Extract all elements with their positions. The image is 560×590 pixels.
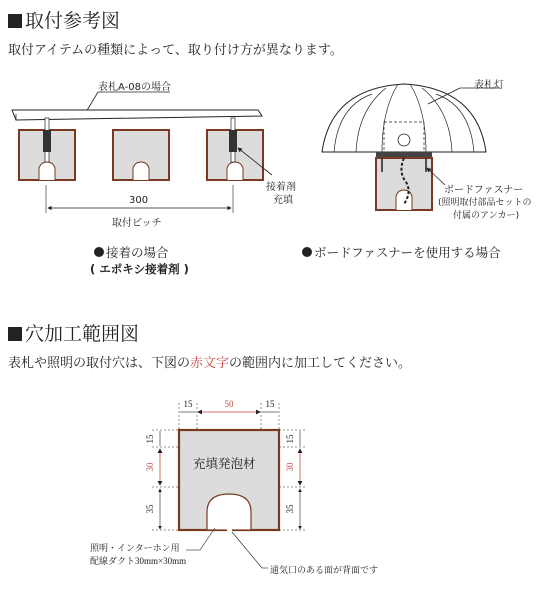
- section1-description: 取付アイテムの種類によって、取り付け方が異なります。: [8, 43, 343, 58]
- right-dim-mid: 30: [285, 462, 295, 472]
- vent-note: 通気口のある面が背面です: [270, 565, 379, 575]
- right-dim-bottom: 35: [285, 504, 295, 514]
- bullet-icon: [94, 247, 104, 257]
- adhesive-label-1: 接着剤: [266, 182, 296, 193]
- section2-description-red: 赤文字: [190, 356, 230, 371]
- left-dim-top: 15: [145, 434, 155, 444]
- fastener-caption-text: ボードファスナーを使用する場合: [314, 245, 501, 260]
- lamp-label: 表札灯: [474, 80, 504, 91]
- section2-description-post: の範囲内に加工してください。: [229, 356, 412, 371]
- fastener-caption: [302, 243, 501, 261]
- duct-note-1: 照明・インターホン用: [90, 543, 180, 553]
- fastener-label-1: ボードファスナー: [444, 185, 524, 196]
- left-dim-bottom: 35: [145, 504, 155, 514]
- duct-note-2: 配線ダクト30mm×30mm: [90, 556, 187, 566]
- adhesive-label-2: 充填: [273, 195, 293, 206]
- fastener-label-2: (照明取付部品セットの: [438, 198, 532, 208]
- section2-description: [8, 352, 411, 371]
- section2-title: [8, 319, 139, 346]
- adhesive-caption-sub: ( エポキシ接着剤 ): [90, 262, 189, 276]
- fastener-label-3: 付属のアンカー): [453, 211, 520, 221]
- plate-label: 表札A-08の場合: [98, 82, 171, 93]
- pitch-label: 取付ピッチ: [112, 218, 162, 229]
- section1-title-text: 取付参考図: [25, 10, 121, 32]
- bullet-icon: [302, 247, 312, 257]
- adhesive-caption-text: 接着の場合: [106, 245, 169, 260]
- section2-title-text: 穴加工範囲図: [25, 323, 140, 345]
- left-dim-mid: 30: [145, 462, 155, 472]
- pitch-dimension: 300: [129, 195, 149, 206]
- right-dim-top: 15: [285, 434, 295, 444]
- top-dim-left: 15: [183, 399, 193, 409]
- top-dim-right: 15: [265, 399, 275, 409]
- square-bullet-icon: [8, 327, 22, 341]
- material-label: 充填発泡材: [193, 456, 256, 471]
- top-dim-center: 50: [224, 399, 234, 409]
- adhesive-caption: [94, 243, 169, 261]
- section2-description-pre: 表札や照明の取付穴は、下図の: [8, 356, 191, 371]
